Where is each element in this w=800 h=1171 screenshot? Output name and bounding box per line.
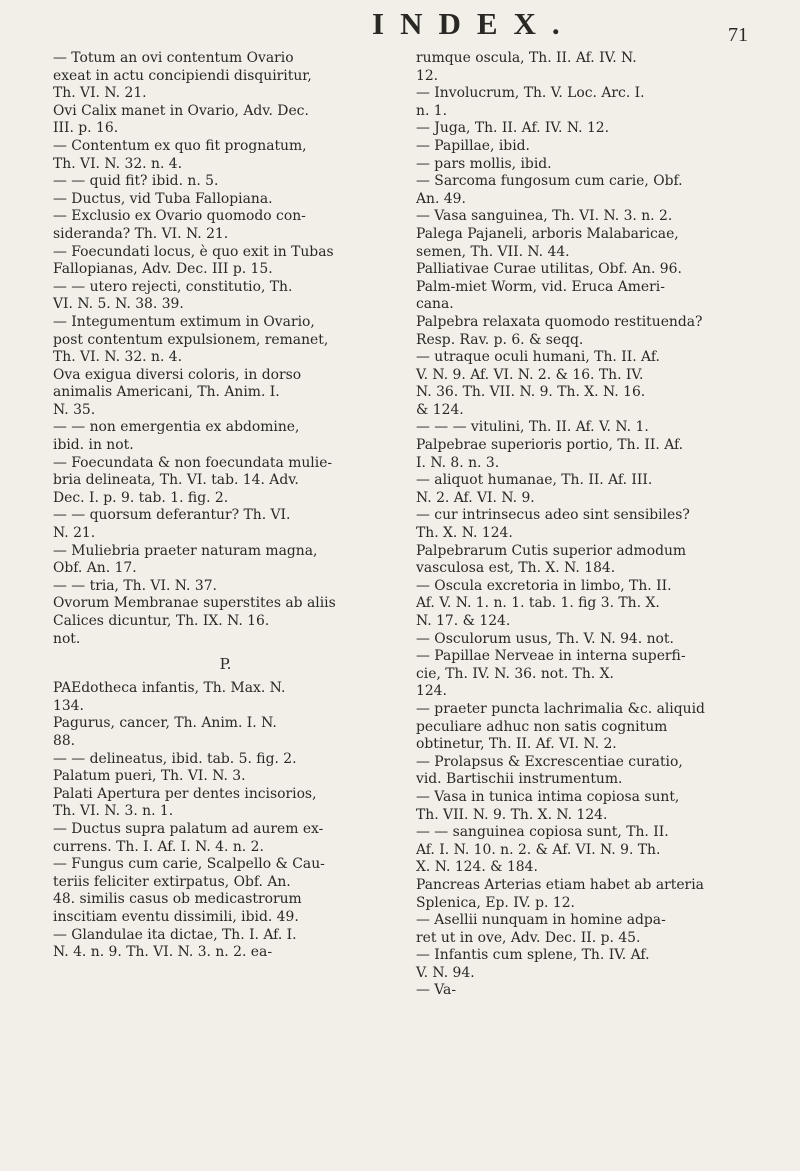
index-line: Palm-miet Worm, vid. Eruca Ameri- (416, 278, 665, 295)
index-line: Pancreas Arterias etiam habet ab arteria (416, 876, 704, 893)
index-line: — Sarcoma fungosum cum carie, Obf. (416, 173, 683, 190)
index-line: sideranda? Th. VI. N. 21. (53, 225, 229, 242)
index-line: Af. I. N. 10. n. 2. & Af. VI. N. 9. Th. (416, 841, 661, 858)
index-line: An. 49. (416, 190, 466, 207)
index-line: — pars mollis, ibid. (416, 155, 552, 172)
index-line: — Totum an ovi contentum Ovario (53, 50, 294, 66)
index-line: — Oscula excretoria in limbo, Th. II. (416, 577, 672, 594)
index-line: Pagurus, cancer, Th. Anim. I. N. (53, 715, 277, 732)
index-line: N. 4. n. 9. Th. VI. N. 3. n. 2. ea- (53, 944, 273, 961)
left-entries-o (53, 50, 398, 648)
page-number: 71 (728, 24, 748, 46)
index-line: ret ut in ove, Adv. Dec. II. p. 45. (416, 929, 641, 946)
index-line: — Asellii nunquam in homine adpa- (416, 912, 666, 929)
index-line: Obf. An. 17. (53, 560, 137, 577)
index-line: — Papillae, ibid. (416, 137, 530, 154)
index-line: — — quorsum deferantur? Th. VI. (53, 507, 291, 524)
index-line: — Ductus supra palatum ad aurem ex- (53, 820, 324, 837)
index-line: & 124. (416, 401, 464, 418)
index-line: V. N. 94. (416, 964, 475, 981)
index-line: inscitiam eventu dissimili, ibid. 49. (53, 908, 299, 925)
index-line: Palpebra relaxata quomodo restituenda? (416, 313, 703, 330)
index-line: Splenica, Ep. IV. p. 12. (416, 894, 575, 911)
index-line: — Prolapsus & Excrescentiae curatio, (416, 753, 683, 770)
index-line: Th. X. N. 124. (416, 525, 513, 542)
index-line: Calices dicuntur, Th. IX. N. 16. (53, 613, 270, 629)
index-line: 124. (416, 683, 447, 700)
index-line: N. 2. Af. VI. N. 9. (416, 489, 535, 506)
index-line: — Infantis cum splene, Th. IV. Af. (416, 947, 650, 964)
index-line: vasculosa est, Th. X. N. 184. (416, 560, 616, 577)
index-line: X. N. 124. & 184. (416, 859, 538, 876)
index-line: cie, Th. IV. N. 36. not. Th. X. (416, 665, 614, 682)
index-line: cana. (416, 296, 454, 313)
index-line: 12. (416, 67, 439, 84)
index-line: — Muliebria praeter naturam magna, (53, 542, 318, 559)
index-line: animalis Americani, Th. Anim. I. (53, 384, 280, 401)
index-line: — Vasa in tunica intima copiosa sunt, (416, 788, 680, 805)
index-line: — Foecundata & non foecundata mulie- (53, 454, 333, 471)
right-column (416, 50, 761, 1000)
index-line: exeat in actu concipiendi disquiritur, (53, 67, 312, 84)
index-line: — praeter puncta lachrimalia &c. aliquid (416, 700, 705, 717)
index-line: teriis feliciter extirpatus, Obf. An. (53, 873, 291, 890)
index-line: PAEdotheca infantis, Th. Max. N. (53, 680, 286, 697)
index-line: — Papillae Nerveae in interna superfi- (416, 648, 686, 665)
index-line: Palati Apertura per dentes incisorios, (53, 785, 317, 802)
index-line: I. N. 8. n. 3. (416, 454, 500, 471)
index-line: Dec. I. p. 9. tab. 1. fig. 2. (53, 489, 229, 506)
index-line: — — — vitulini, Th. II. Af. V. N. 1. (416, 419, 649, 436)
index-line: — Vasa sanguinea, Th. VI. N. 3. n. 2. (416, 208, 673, 225)
index-line: — Foecundati locus, è quo exit in Tubas (53, 243, 334, 260)
index-line: — — non emergentia ex abdomine, (53, 419, 300, 436)
index-line: — — quid fit? ibid. n. 5. (53, 173, 219, 190)
section-letter: P. (219, 655, 232, 674)
index-line: 88. (53, 732, 76, 749)
index-line: VI. N. 5. N. 38. 39. (53, 296, 184, 313)
index-line: — aliquot humanae, Th. II. Af. III. (416, 472, 653, 489)
index-line: 48. similis casus ob medicastrorum (53, 891, 302, 908)
index-line: — Juga, Th. II. Af. IV. N. 12. (416, 120, 610, 137)
index-line: Palpebrae superioris portio, Th. II. Af. (416, 437, 684, 454)
index-line: bria delineata, Th. VI. tab. 14. Adv. (53, 472, 299, 489)
index-line: N. 17. & 124. (416, 613, 511, 629)
index-line: Th. VI. N. 3. n. 1. (53, 803, 174, 820)
index-line: V. N. 9. Af. VI. N. 2. & 16. Th. IV. (416, 366, 644, 383)
index-line: — Glandulae ita dictae, Th. I. Af. I. (53, 926, 297, 943)
index-line: — — sanguinea copiosa sunt, Th. II. (416, 824, 669, 841)
index-line: Resp. Rav. p. 6. & seqq. (416, 331, 584, 348)
index-line: Af. V. N. 1. n. 1. tab. 1. fig 3. Th. X. (416, 595, 660, 612)
index-line: not. (53, 630, 81, 647)
index-line: Fallopianas, Adv. Dec. III p. 15. (53, 261, 273, 278)
index-line: — — utero rejecti, constitutio, Th. (53, 278, 293, 295)
index-line: obtinetur, Th. II. Af. VI. N. 2. (416, 736, 617, 753)
index-line: — Fungus cum carie, Scalpello & Cau- (53, 856, 325, 873)
index-line: — — tria, Th. VI. N. 37. (53, 577, 217, 594)
index-line: Th. VI. N. 32. n. 4. (53, 155, 183, 172)
index-line: Th. VI. N. 21. (53, 85, 147, 102)
index-line: Th. VI. N. 32. n. 4. (53, 349, 183, 366)
index-line: III. p. 16. (53, 120, 119, 137)
left-column (53, 50, 398, 962)
index-line: Ova exigua diversi coloris, in dorso (53, 366, 302, 383)
index-line: N. 21. (53, 525, 96, 542)
index-line: N. 36. Th. VII. N. 9. Th. X. N. 16. (416, 384, 646, 401)
page-header (0, 2, 800, 46)
index-line: Palatum pueri, Th. VI. N. 3. (53, 768, 246, 785)
index-line: rumque osculа, Th. II. Af. IV. N. (416, 50, 637, 66)
index-line: n. 1. (416, 102, 448, 119)
left-entries-p (53, 680, 398, 962)
index-line: semen, Th. VII. N. 44. (416, 243, 570, 260)
running-title: INDEX. (372, 6, 576, 41)
index-line: post contentum expulsionem, remanet, (53, 331, 329, 348)
index-line: Ovi Calix manet in Ovario, Adv. Dec. (53, 102, 309, 119)
index-line: — Osculorum usus, Th. V. N. 94. not. (416, 630, 674, 647)
index-line: Palpebrarum Cutis superior admodum (416, 542, 687, 559)
index-line: Th. VII. N. 9. Th. X. N. 124. (416, 806, 608, 823)
index-line: Palliativae Curae utilitas, Obf. An. 96. (416, 261, 682, 278)
index-line: ibid. in not. (53, 437, 134, 454)
index-line: — Involucrum, Th. V. Loc. Arc. I. (416, 85, 645, 102)
index-line: — Va- (416, 982, 457, 999)
right-entries (416, 50, 761, 1000)
index-line: peculiare adhuc non satis cognitum (416, 718, 668, 735)
index-line: Palega Pajaneli, arboris Malabaricae, (416, 225, 679, 242)
index-line: currens. Th. I. Af. I. N. 4. n. 2. (53, 838, 264, 855)
index-line: Ovorum Membranae superstites ab aliis (53, 595, 336, 612)
index-line: — Contentum ex quo fit prognatum, (53, 137, 307, 154)
index-line: — Ductus, vid Tuba Fallopiana. (53, 190, 273, 207)
index-line: — Exclusio ex Ovario quomodo con- (53, 208, 306, 225)
index-line: N. 35. (53, 401, 96, 418)
index-line: — utraque oculi humani, Th. II. Af. (416, 349, 660, 366)
index-line: — cur intrinsecus adeo sint sensibiles? (416, 507, 690, 524)
index-line: — — delineatus, ibid. tab. 5. fig. 2. (53, 750, 297, 767)
index-line: — Integumentum extimum in Ovario, (53, 313, 315, 330)
index-line: 134. (53, 697, 84, 714)
index-line: vid. Bartischii instrumentum. (416, 771, 623, 788)
